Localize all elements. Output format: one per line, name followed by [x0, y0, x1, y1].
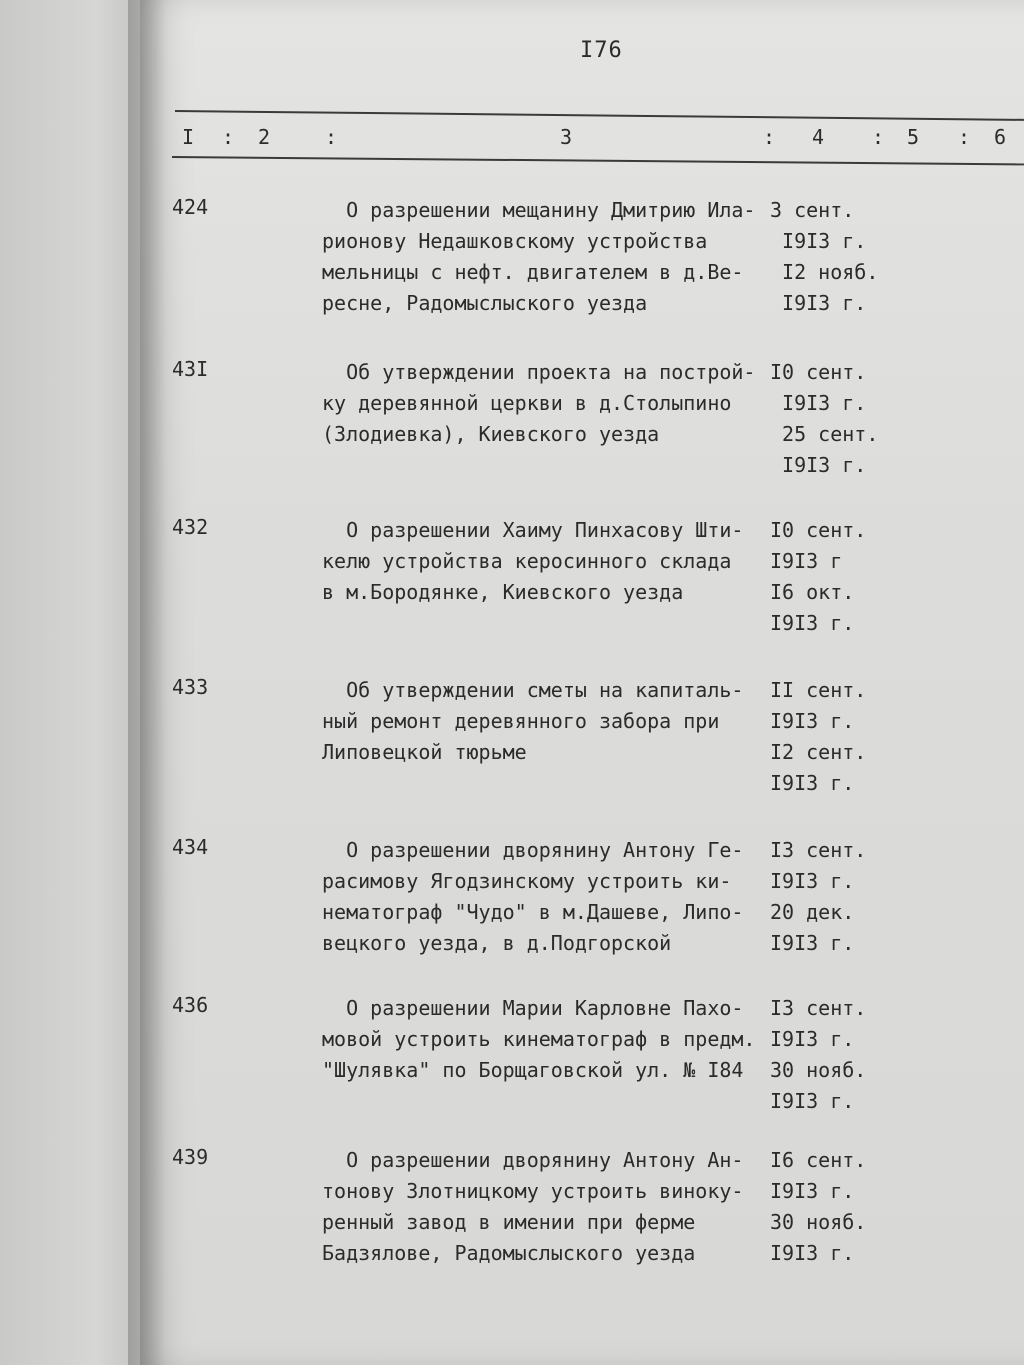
- entry-dates: I3 сент. I9I3 г. 30 нояб. I9I3 г.: [770, 996, 867, 1113]
- entry-number: 436: [172, 993, 209, 1017]
- column-header-separator: :: [325, 125, 338, 149]
- entry-description: О разрешении Хаиму Пинхасову Шти- келю устройства керосинного склада в м.Бородянке, Киевского уезда: [322, 518, 744, 604]
- entry-dates: 3 сент. I9I3 г. I2 нояб. I9I3 г.: [770, 198, 879, 315]
- entry-dates: I0 сент. I9I3 г. 25 сент. I9I3 г.: [770, 360, 879, 477]
- book-gutter: [128, 0, 166, 1365]
- column-header-6: 6: [994, 125, 1007, 149]
- page-number: I76: [580, 38, 623, 63]
- column-header-5: 5: [907, 125, 920, 149]
- column-header-separator: :: [872, 125, 885, 149]
- column-header-4: 4: [812, 125, 825, 149]
- entry-number: 424: [172, 195, 209, 219]
- entry-dates: I3 сент. I9I3 г. 20 дек. I9I3 г.: [770, 838, 867, 955]
- entry-number: 434: [172, 835, 209, 859]
- entry-number: 433: [172, 675, 209, 699]
- entry-dates: II сент. I9I3 г. I2 сент. I9I3 г.: [770, 678, 867, 795]
- entry-number: 432: [172, 515, 209, 539]
- column-header-separator: :: [763, 125, 776, 149]
- column-header-row: [0, 125, 1024, 155]
- column-header-separator: :: [958, 125, 971, 149]
- entry-description: Об утверждении проекта на построй- ку деревянной церкви в д.Столыпино (Злодиевка), Киевского уезда: [322, 360, 756, 446]
- entry-dates: I0 сент. I9I3 г I6 окт. I9I3 г.: [770, 518, 867, 635]
- entry-description: О разрешении дворянину Антону Ан- тонову Злотницкому устроить виноку- ренный завод в имении при ферме Бадзялове, Радомыслыского уезда: [322, 1148, 744, 1265]
- entry-number: 43I: [172, 357, 209, 381]
- column-header-1: I: [182, 125, 195, 149]
- entry-description: Об утверждении сметы на капиталь- ный ремонт деревянного забора при Липовецкой тюрьме: [322, 678, 744, 764]
- entry-dates: I6 сент. I9I3 г. 30 нояб. I9I3 г.: [770, 1148, 867, 1265]
- entry-description: О разрешении мещанину Дмитрию Ила- рионову Недашковскому устройства мельницы с нефт. двигателем в д.Ве- ресне, Радомыслыского уезда: [322, 198, 756, 315]
- column-header-2: 2: [258, 125, 271, 149]
- column-header-separator: :: [222, 125, 235, 149]
- entry-number: 439: [172, 1145, 209, 1169]
- entry-description: О разрешении Марии Карловне Пахо- мовой устроить кинематограф в предм. "Шулявка" по Борщаговской ул. № I84: [322, 996, 756, 1082]
- column-header-3: 3: [560, 125, 573, 149]
- entry-description: О разрешении дворянину Антону Ге- расимову Ягодзинскому устроить ки- нематограф "Чудо" в м.Дашеве, Липо- вецкого уезда, в д.Подгорской: [322, 838, 744, 955]
